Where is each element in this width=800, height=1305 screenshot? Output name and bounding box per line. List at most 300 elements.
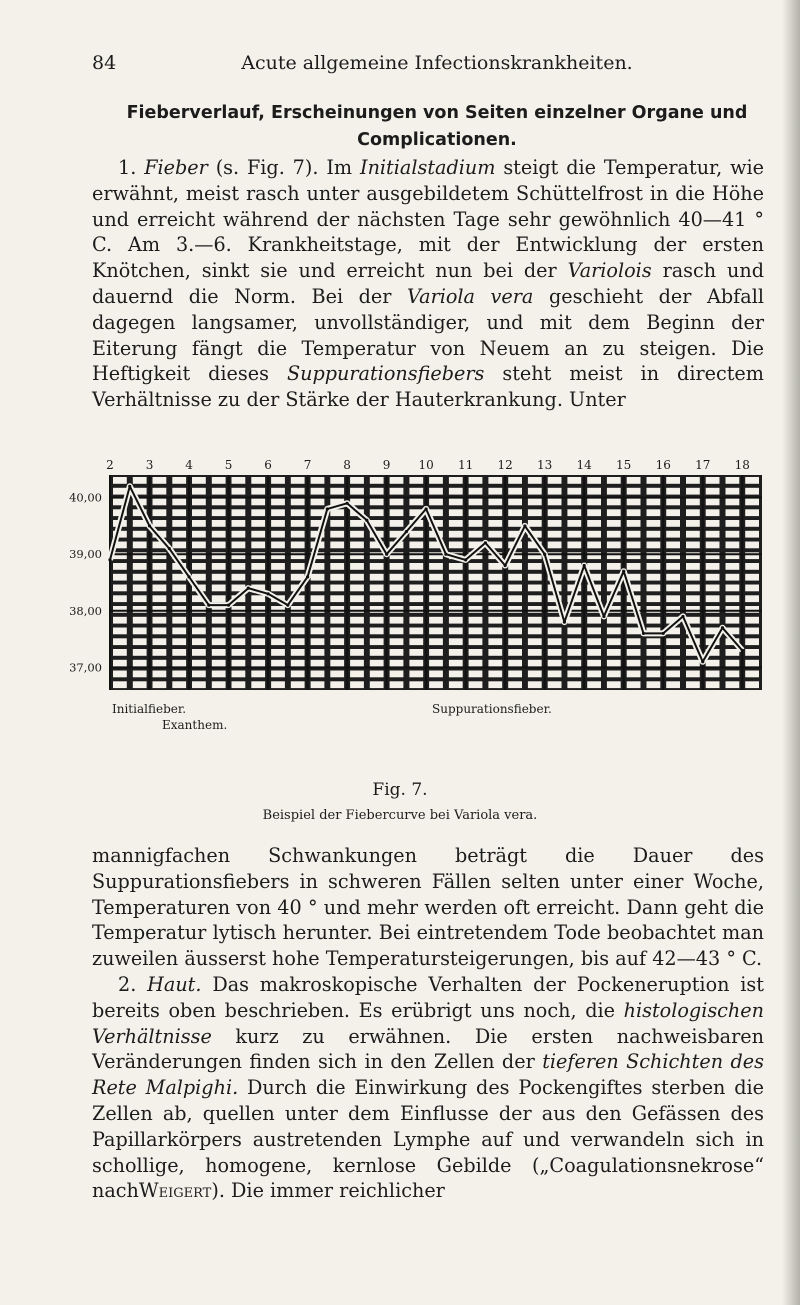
grid-cell	[587, 499, 601, 506]
y-tick-label: 38,00	[69, 603, 102, 618]
grid-cell	[350, 681, 364, 688]
grid-cell	[409, 649, 423, 656]
grid-cell	[706, 542, 720, 549]
item-number: 2.	[118, 973, 137, 996]
grid-cell	[745, 488, 759, 495]
grid-cell	[449, 585, 463, 592]
grid-cell	[212, 649, 226, 656]
grid-cell	[548, 499, 562, 506]
fever-curve-point	[286, 604, 289, 607]
grid-cell	[330, 520, 344, 527]
grid-cell	[192, 660, 206, 667]
grid-cell	[212, 660, 226, 667]
grid-cell	[212, 520, 226, 527]
grid-cell	[528, 628, 542, 635]
grid-cell	[291, 617, 305, 624]
grid-cell	[528, 660, 542, 667]
grid-cell	[330, 671, 344, 678]
figure-fever-curve	[40, 455, 780, 775]
grid-cell	[726, 660, 740, 667]
grid-cell	[607, 681, 621, 688]
grid-cell	[647, 477, 661, 484]
grid-cell	[172, 509, 186, 516]
grid-cell	[212, 531, 226, 538]
fever-curve-point	[662, 632, 665, 635]
grid-cell	[706, 531, 720, 538]
grid-cell	[488, 574, 502, 581]
grid-cell	[370, 563, 384, 570]
grid-cell	[488, 649, 502, 656]
y-tick-label: 40,00	[69, 490, 102, 505]
grid-cell	[192, 617, 206, 624]
grid-cell	[726, 585, 740, 592]
grid-cell	[607, 649, 621, 656]
grid-cell	[311, 638, 325, 645]
fever-curve-point	[543, 553, 546, 556]
grid-cell	[330, 638, 344, 645]
grid-cell	[469, 563, 483, 570]
grid-cell	[666, 542, 680, 549]
grid-cell	[508, 628, 522, 635]
section-heading-line-2: Complicationen.	[357, 130, 517, 150]
grid-cell	[409, 671, 423, 678]
grid-cell	[409, 660, 423, 667]
grid-cell	[647, 509, 661, 516]
grid-cell	[311, 617, 325, 624]
grid-cell	[508, 681, 522, 688]
x-tick-label: 10	[418, 458, 434, 472]
grid-cell	[508, 585, 522, 592]
grid-cell	[488, 488, 502, 495]
grid-cell	[686, 563, 700, 570]
grid-cell	[172, 595, 186, 602]
grid-cell	[291, 531, 305, 538]
grid-cell	[409, 488, 423, 495]
grid-cell	[370, 617, 384, 624]
term-initialstadium: Initialstadium	[359, 156, 496, 179]
text: geschieht der Abfall dagegen langsamer, unvollständiger, und mit dem Beginn der Eiterung fängt die Temperatur von Neuem an zu steigen. Die Heftigkeit dieses	[92, 284, 764, 386]
grid-cell	[133, 638, 147, 645]
grid-cell	[449, 638, 463, 645]
grid-cell	[133, 477, 147, 484]
x-tick-label: 18	[734, 458, 750, 472]
grid-cell	[488, 671, 502, 678]
grid-cell	[350, 628, 364, 635]
grid-cell	[251, 509, 265, 516]
grid-cell	[370, 671, 384, 678]
grid-cell	[390, 595, 404, 602]
text: Durch die Einwirkung des Pockengiftes sterben die Zellen ab, quellen unter dem Einflusse der aus den Gefässen des Papillarkörpers austretenden Lymphe auf und verwandeln sich in schollige, homogene, kernlose Gebilde („Coagulationsnekrose“ nach	[92, 1076, 764, 1203]
grid-cell	[469, 477, 483, 484]
grid-cell	[607, 617, 621, 624]
grid-cell	[726, 681, 740, 688]
grid-cell	[627, 531, 641, 538]
grid-cell	[726, 531, 740, 538]
grid-cell	[429, 660, 443, 667]
grid-cell	[488, 509, 502, 516]
grid-cell	[133, 628, 147, 635]
grid-cell	[567, 638, 581, 645]
grid-cell	[350, 638, 364, 645]
grid-cell	[172, 499, 186, 506]
grid-cell	[232, 660, 246, 667]
grid-cell	[370, 574, 384, 581]
x-tick-label: 8	[343, 458, 351, 472]
grid-cell	[587, 671, 601, 678]
grid-cell	[330, 660, 344, 667]
grid-cell	[429, 585, 443, 592]
fever-curve-point	[583, 564, 586, 567]
grid-cell	[449, 509, 463, 516]
grid-cell	[627, 542, 641, 549]
grid-cell	[528, 563, 542, 570]
grid-cell	[587, 520, 601, 527]
grid-cell	[587, 531, 601, 538]
fever-curve-point	[345, 502, 348, 505]
grid-cell	[113, 617, 127, 624]
grid-cell	[390, 628, 404, 635]
grid-cell	[251, 477, 265, 484]
grid-cell	[627, 477, 641, 484]
grid-cell	[350, 488, 364, 495]
grid-cell	[409, 542, 423, 549]
grid-cell	[212, 542, 226, 549]
grid-cell	[567, 671, 581, 678]
x-tick-label: 5	[224, 458, 233, 472]
grid-cell	[113, 574, 127, 581]
annotation-suppurationsfieber: Suppurationsfieber.	[432, 702, 552, 716]
grid-cell	[548, 660, 562, 667]
page-header	[92, 52, 782, 82]
grid-cell	[232, 638, 246, 645]
grid-cell	[726, 671, 740, 678]
grid-cell	[488, 531, 502, 538]
grid-cell	[350, 477, 364, 484]
grid-cell	[745, 595, 759, 602]
grid-cell	[686, 488, 700, 495]
grid-cell	[153, 574, 167, 581]
grid-cell	[212, 499, 226, 506]
grid-cell	[113, 628, 127, 635]
grid-cell	[567, 649, 581, 656]
grid-cell	[330, 649, 344, 656]
grid-cell	[212, 585, 226, 592]
grid-cell	[567, 520, 581, 527]
grid-cell	[212, 638, 226, 645]
grid-cell	[567, 628, 581, 635]
grid-cell	[726, 595, 740, 602]
grid-cell	[647, 563, 661, 570]
grid-cell	[133, 660, 147, 667]
grid-cell	[409, 499, 423, 506]
grid-cell	[251, 595, 265, 602]
grid-cell	[330, 488, 344, 495]
grid-cell	[567, 660, 581, 667]
grid-cell	[409, 628, 423, 635]
grid-cell	[607, 509, 621, 516]
grid-cell	[488, 681, 502, 688]
grid-cell	[370, 499, 384, 506]
grid-cell	[172, 681, 186, 688]
grid-cell	[607, 477, 621, 484]
fever-curve-point	[464, 558, 467, 561]
grid-cell	[666, 638, 680, 645]
grid-cell	[113, 649, 127, 656]
grid-cell	[212, 595, 226, 602]
grid-cell	[469, 660, 483, 667]
grid-cell	[291, 563, 305, 570]
x-tick-label: 17	[695, 458, 711, 472]
grid-cell	[449, 499, 463, 506]
grid-cell	[153, 499, 167, 506]
grid-cell	[390, 681, 404, 688]
paragraph-suppuration-duration	[92, 843, 764, 972]
grid-cell	[291, 628, 305, 635]
grid-cell	[647, 574, 661, 581]
grid-cell	[212, 628, 226, 635]
grid-cell	[587, 542, 601, 549]
grid-cell	[567, 488, 581, 495]
grid-cell	[350, 617, 364, 624]
x-tick-label: 14	[576, 458, 592, 472]
grid-cell	[686, 531, 700, 538]
grid-cell	[587, 628, 601, 635]
grid-cell	[745, 649, 759, 656]
grid-cell	[666, 509, 680, 516]
grid-cell	[469, 509, 483, 516]
grid-cell	[528, 617, 542, 624]
grid-cell	[726, 488, 740, 495]
grid-cell	[627, 671, 641, 678]
grid-cell	[666, 499, 680, 506]
grid-cell	[429, 638, 443, 645]
grid-cell	[370, 488, 384, 495]
page-number: 84	[92, 52, 117, 74]
grid-cell	[271, 649, 285, 656]
grid-cell	[429, 671, 443, 678]
grid-cell	[666, 595, 680, 602]
figure-label: Fig. 7.	[372, 780, 428, 800]
grid-cell	[488, 660, 502, 667]
grid-cell	[548, 531, 562, 538]
grid-cell	[528, 477, 542, 484]
grid-cell	[251, 542, 265, 549]
fever-curve-point	[148, 524, 151, 527]
grid-cell	[350, 585, 364, 592]
grid-cell	[647, 671, 661, 678]
fever-curve-point	[701, 660, 704, 663]
fever-curve-point	[523, 524, 526, 527]
grid-cell	[488, 595, 502, 602]
grid-cell	[666, 488, 680, 495]
x-tick-label: 9	[382, 458, 391, 472]
grid-cell	[291, 660, 305, 667]
grid-cell	[726, 499, 740, 506]
text: steigt die Temperatur, wie erwähnt, meist rasch unter ausgebildetem Schüttelfrost in die Höhe und erreicht während der nächsten Tage sehr gewöhnlich 40—41 ° C. Am 3.—6. Krankheitstage, mit der Entwicklung der ersten Knötchen, sinkt sie und erreicht nun bei der	[92, 156, 764, 283]
grid-cell	[488, 585, 502, 592]
grid-cell	[449, 477, 463, 484]
grid-cell	[666, 660, 680, 667]
grid-cell	[330, 574, 344, 581]
grid-cell	[271, 617, 285, 624]
grid-cell	[271, 628, 285, 635]
grid-cell	[686, 499, 700, 506]
grid-cell	[271, 509, 285, 516]
grid-cell	[627, 638, 641, 645]
figure-caption: Beispiel der Fiebercurve bei Variola vera.	[262, 808, 538, 823]
grid-cell	[647, 499, 661, 506]
grid-cell	[212, 509, 226, 516]
grid-cell	[508, 638, 522, 645]
paragraph-fieber	[92, 155, 764, 413]
grid-cell	[232, 563, 246, 570]
grid-cell	[409, 477, 423, 484]
grid-cell	[271, 660, 285, 667]
grid-cell	[548, 509, 562, 516]
grid-cell	[587, 660, 601, 667]
grid-cell	[726, 574, 740, 581]
grid-cell	[666, 531, 680, 538]
grid-cell	[212, 671, 226, 678]
grid-cell	[706, 574, 720, 581]
grid-cell	[153, 595, 167, 602]
grid-cell	[291, 542, 305, 549]
grid-cell	[567, 509, 581, 516]
grid-cell	[706, 477, 720, 484]
grid-cell	[153, 585, 167, 592]
x-tick-label: 6	[264, 458, 272, 472]
grid-cell	[745, 477, 759, 484]
fever-curve-point	[444, 553, 447, 556]
grid-cell	[113, 660, 127, 667]
grid-cell	[133, 671, 147, 678]
grid-cell	[647, 520, 661, 527]
grid-cell	[153, 477, 167, 484]
fever-curve-point	[405, 530, 408, 533]
grid-cell	[745, 542, 759, 549]
grid-cell	[508, 617, 522, 624]
grid-cell	[291, 488, 305, 495]
grid-cell	[251, 617, 265, 624]
grid-cell	[607, 671, 621, 678]
grid-cell	[311, 585, 325, 592]
grid-cell	[172, 660, 186, 667]
grid-cell	[508, 488, 522, 495]
grid-cell	[192, 563, 206, 570]
x-tick-label: 15	[616, 458, 632, 472]
term-rete-malpighi: tieferen Schichten des Rete Malpighi.	[92, 1050, 764, 1100]
grid-cell	[370, 509, 384, 516]
section-heading	[92, 100, 782, 154]
grid-cell	[271, 499, 285, 506]
grid-cell	[726, 649, 740, 656]
grid-cell	[686, 520, 700, 527]
grid-cell	[627, 520, 641, 527]
grid-cell	[706, 509, 720, 516]
grid-cell	[726, 563, 740, 570]
grid-cell	[647, 638, 661, 645]
grid-cell	[429, 563, 443, 570]
grid-cell	[469, 638, 483, 645]
grid-cell	[567, 499, 581, 506]
grid-cell	[488, 617, 502, 624]
grid-cell	[607, 563, 621, 570]
grid-cell	[488, 638, 502, 645]
grid-cell	[528, 499, 542, 506]
y-tick-label: 39,00	[69, 547, 102, 562]
grid-cell	[133, 574, 147, 581]
fever-curve-point	[425, 507, 428, 510]
grid-cell	[429, 595, 443, 602]
grid-cell	[133, 617, 147, 624]
grid-cell	[469, 671, 483, 678]
grid-cell	[409, 638, 423, 645]
grid-cell	[153, 488, 167, 495]
grid-cell	[548, 520, 562, 527]
grid-cell	[251, 488, 265, 495]
grid-cell	[212, 488, 226, 495]
grid-cell	[587, 617, 601, 624]
grid-cell	[429, 574, 443, 581]
grid-cell	[528, 595, 542, 602]
term-variola-vera: Variola vera	[407, 284, 534, 308]
grid-cell	[251, 638, 265, 645]
grid-cell	[133, 595, 147, 602]
x-tick-label: 4	[185, 458, 193, 472]
grid-cell	[232, 488, 246, 495]
grid-cell	[627, 509, 641, 516]
grid-cell	[686, 542, 700, 549]
grid-cell	[508, 671, 522, 678]
grid-cell	[330, 628, 344, 635]
fever-curve-point	[563, 621, 566, 624]
grid-cell	[449, 628, 463, 635]
grid-cell	[271, 520, 285, 527]
grid-cell	[528, 649, 542, 656]
grid-cell	[370, 595, 384, 602]
grid-cell	[192, 638, 206, 645]
x-tick-label: 7	[303, 458, 312, 472]
grid-cell	[528, 509, 542, 516]
grid-cell	[271, 477, 285, 484]
grid-cell	[449, 595, 463, 602]
grid-cell	[528, 671, 542, 678]
grid-cell	[567, 563, 581, 570]
grid-cell	[745, 563, 759, 570]
grid-cell	[113, 681, 127, 688]
grid-cell	[212, 563, 226, 570]
fever-curve-point	[642, 632, 645, 635]
grid-cell	[192, 531, 206, 538]
grid-cell	[330, 585, 344, 592]
grid-cell	[627, 499, 641, 506]
grid-cell	[647, 488, 661, 495]
term-suppurationsfieber: Suppurationsfiebers	[286, 362, 485, 386]
grid-cell	[607, 628, 621, 635]
grid-cell	[745, 520, 759, 527]
grid-cell	[429, 681, 443, 688]
author-weigert: Weigert	[138, 1179, 212, 1203]
grid-cell	[666, 477, 680, 484]
fever-curve-point	[306, 575, 309, 578]
grid-cell	[469, 585, 483, 592]
grid-cell	[409, 585, 423, 592]
grid-cell	[390, 563, 404, 570]
grid-cell	[726, 520, 740, 527]
grid-cell	[232, 671, 246, 678]
grid-cell	[686, 509, 700, 516]
grid-cell	[469, 499, 483, 506]
